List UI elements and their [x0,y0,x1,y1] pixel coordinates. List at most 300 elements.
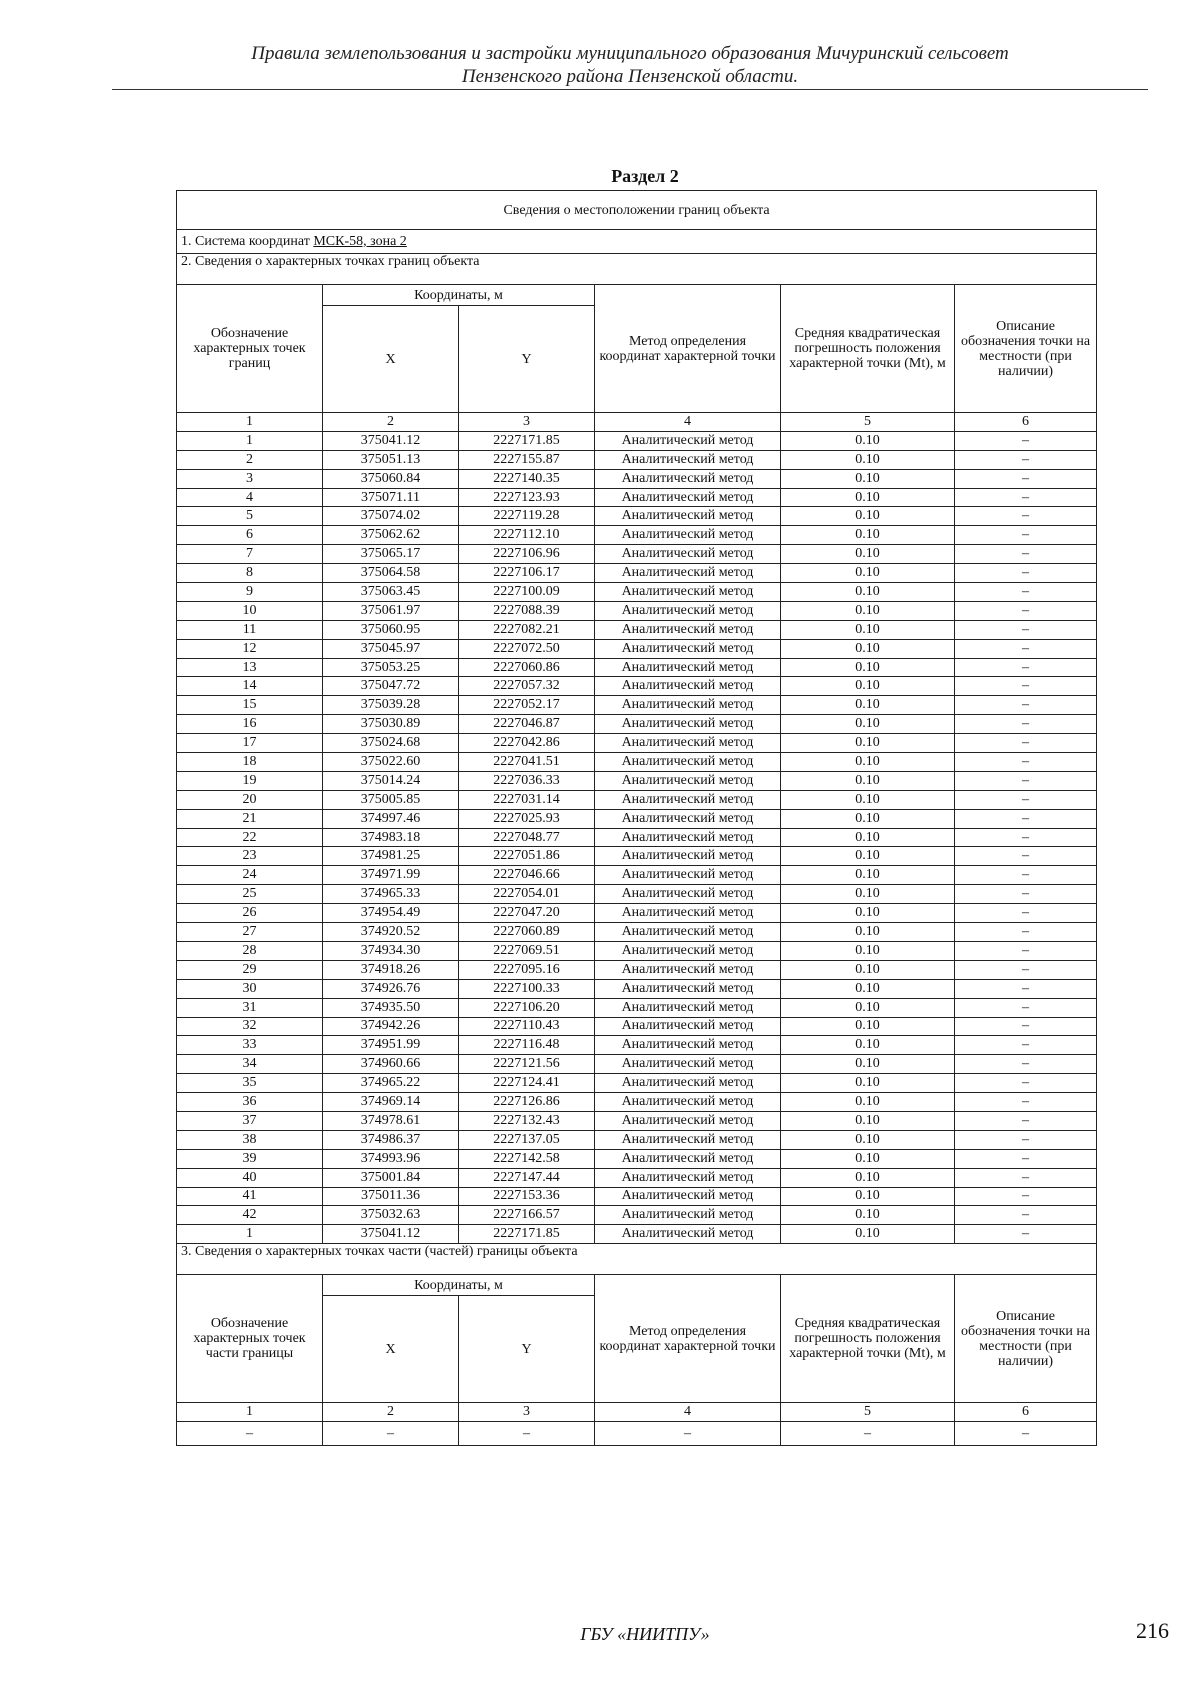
cell-point: 32 [177,1017,323,1036]
boundary-table [176,190,1097,1446]
cell-y: 2227121.56 [459,1055,595,1074]
table-row [177,583,1097,602]
cell-x: 374986.37 [323,1130,459,1149]
cell-error: 0.10 [781,753,955,772]
cell-method: Аналитический метод [595,658,781,677]
cell-point: 18 [177,753,323,772]
table-row [177,809,1097,828]
column-number: 6 [955,1403,1097,1422]
cell-point: 10 [177,601,323,620]
cell-y: 2227047.20 [459,904,595,923]
cell-y: 2227082.21 [459,620,595,639]
cell-method: Аналитический метод [595,1074,781,1093]
cell-x: 374983.18 [323,828,459,847]
cell-point: 42 [177,1206,323,1225]
table-row [177,866,1097,885]
cell-method: Аналитический метод [595,450,781,469]
cell-description: – [955,1206,1097,1225]
coord-system-label: 1. Система координат [181,234,314,249]
cell-error: 0.10 [781,1017,955,1036]
cell-y: 2227100.33 [459,979,595,998]
cell-point: 25 [177,885,323,904]
cell-point: 7 [177,545,323,564]
cell-error: 0.10 [781,734,955,753]
cell-method: Аналитический метод [595,715,781,734]
cell-y: 2227123.93 [459,488,595,507]
cell-description: – [955,1187,1097,1206]
cell-point: 27 [177,923,323,942]
cell-method: Аналитический метод [595,431,781,450]
cell-x: 375051.13 [323,450,459,469]
cell-description: – [955,507,1097,526]
cell-x: 374934.30 [323,941,459,960]
cell-x: 374978.61 [323,1111,459,1130]
cell-x: 374960.66 [323,1055,459,1074]
cell-x: 375030.89 [323,715,459,734]
cell-error: 0.10 [781,639,955,658]
cell-point: 13 [177,658,323,677]
cell-error: 0.10 [781,809,955,828]
cell-error: 0.10 [781,828,955,847]
cell-x: 375062.62 [323,526,459,545]
cell-x: 375041.12 [323,1225,459,1244]
column-number: 1 [177,1403,323,1422]
table-row [177,847,1097,866]
table-row [177,1111,1097,1130]
cell-error: 0.10 [781,696,955,715]
cell-description: – [955,545,1097,564]
cell-description: – [955,1093,1097,1112]
cell-point: 41 [177,1187,323,1206]
cell-x: 375064.58 [323,564,459,583]
cell-y: 2227155.87 [459,450,595,469]
table-row [177,1055,1097,1074]
cell-error: 0.10 [781,431,955,450]
cell-method: Аналитический метод [595,904,781,923]
cell-x: 375063.45 [323,583,459,602]
cell-method: Аналитический метод [595,734,781,753]
table-row [177,526,1097,545]
cell-y: 2227069.51 [459,941,595,960]
col-x-header: X [323,306,459,413]
cell-x: 375011.36 [323,1187,459,1206]
cell-error: 0.10 [781,885,955,904]
part-heading: 3. Сведения о характерных точках части (частей) границы объекта [177,1244,1097,1275]
part-col-designation-header: Обозначение характерных точек части границы [177,1275,323,1403]
cell-point: 36 [177,1093,323,1112]
cell-x: 375060.84 [323,469,459,488]
cell-method: Аналитический метод [595,526,781,545]
cell-error: 0.10 [781,1055,955,1074]
cell-method: Аналитический метод [595,564,781,583]
cell-point: 16 [177,715,323,734]
part-col-x-header: X [323,1296,459,1403]
cell-method: Аналитический метод [595,1187,781,1206]
cell-method: Аналитический метод [595,601,781,620]
part-col-description-header: Описание обозначения точки на местности (при наличии) [955,1275,1097,1403]
cell-point: 11 [177,620,323,639]
cell-description: – [955,941,1097,960]
cell-x: 374935.50 [323,998,459,1017]
cell-error: 0.10 [781,1130,955,1149]
cell-x: 374965.22 [323,1074,459,1093]
cell-description: – [955,771,1097,790]
column-number: 6 [955,413,1097,432]
cell-point: 30 [177,979,323,998]
cell-method: Аналитический метод [595,545,781,564]
cell-description: – [955,998,1097,1017]
cell-method: Аналитический метод [595,923,781,942]
cell-point: 5 [177,507,323,526]
cell-y: 2227153.36 [459,1187,595,1206]
cell-error: 0.10 [781,790,955,809]
table-row [177,1130,1097,1149]
cell-description: – [955,1036,1097,1055]
table-row [177,715,1097,734]
table-row [177,979,1097,998]
cell-error: 0.10 [781,469,955,488]
cell-method: Аналитический метод [595,753,781,772]
cell-error: 0.10 [781,658,955,677]
cell-error: 0.10 [781,450,955,469]
cell-point: 40 [177,1168,323,1187]
cell-description: – [955,696,1097,715]
cell-point: 6 [177,526,323,545]
cell-method: Аналитический метод [595,507,781,526]
cell-description: – [955,866,1097,885]
cell-method: Аналитический метод [595,960,781,979]
cell-error: 0.10 [781,677,955,696]
cell-y: 2227025.93 [459,809,595,828]
cell-description: – [955,1168,1097,1187]
cell-method: Аналитический метод [595,620,781,639]
cell-error: 0.10 [781,564,955,583]
table-row [177,620,1097,639]
cell-x: 375045.97 [323,639,459,658]
header-divider [112,89,1148,90]
table-row [177,507,1097,526]
cell-method: Аналитический метод [595,828,781,847]
cell-point: 15 [177,696,323,715]
part-col-method-header: Метод определения координат характерной точки [595,1275,781,1403]
cell-method: Аналитический метод [595,696,781,715]
cell-y: 2227147.44 [459,1168,595,1187]
cell-error: 0.10 [781,847,955,866]
cell-method: Аналитический метод [595,866,781,885]
column-number: 3 [459,1403,595,1422]
cell-y: 2227140.35 [459,469,595,488]
col-error-header: Средняя квадратическая погрешность положения характерной точки (Mt), м [781,285,955,413]
cell-method: Аналитический метод [595,941,781,960]
table-row [177,941,1097,960]
table-title: Сведения о местоположении границ объекта [177,191,1097,230]
cell-x: 374951.99 [323,1036,459,1055]
cell-x: 375074.02 [323,507,459,526]
cell-point: 24 [177,866,323,885]
coord-system-row [177,230,1097,254]
cell-y: 2227100.09 [459,583,595,602]
cell-description: – [955,923,1097,942]
cell-method: Аналитический метод [595,847,781,866]
cell-y: 2227072.50 [459,639,595,658]
cell-method: Аналитический метод [595,1017,781,1036]
cell-description: – [955,601,1097,620]
column-number: 4 [595,413,781,432]
cell-description: – [955,1130,1097,1149]
table-row [177,998,1097,1017]
table-row [177,1206,1097,1225]
coord-system-value: МСК-58, зона 2 [313,234,407,249]
table-row [177,696,1097,715]
part-col-coords-header: Координаты, м [323,1275,595,1296]
cell-x: 374942.26 [323,1017,459,1036]
cell-method: Аналитический метод [595,1225,781,1244]
column-number: 2 [323,1403,459,1422]
table-row [177,564,1097,583]
part-column-numbers-row [177,1403,1097,1422]
table-row [177,885,1097,904]
cell-description: – [955,620,1097,639]
cell-point: 29 [177,960,323,979]
cell-description: – [955,828,1097,847]
col-y-header: Y [459,306,595,413]
cell-x: 375047.72 [323,677,459,696]
cell-y: 2227036.33 [459,771,595,790]
table-row [177,469,1097,488]
cell-description: – [955,1149,1097,1168]
document-header [112,42,1148,88]
cell-point: 1 [177,1225,323,1244]
cell-y: 2227042.86 [459,734,595,753]
cell-description: – [955,753,1097,772]
cell-description: – [955,526,1097,545]
cell-description: – [955,960,1097,979]
table-row [177,734,1097,753]
cell-description: – [955,1225,1097,1244]
cell-x: 375041.12 [323,431,459,450]
col-method-header: Метод определения координат характерной точки [595,285,781,413]
cell-x: 375060.95 [323,620,459,639]
cell-description: – [955,469,1097,488]
table-row [177,677,1097,696]
column-number: 5 [781,1403,955,1422]
cell-error: 0.10 [781,771,955,790]
part-cell-error: – [781,1422,955,1446]
cell-y: 2227052.17 [459,696,595,715]
cell-description: – [955,734,1097,753]
table-row [177,1149,1097,1168]
cell-method: Аналитический метод [595,469,781,488]
cell-y: 2227046.66 [459,866,595,885]
part-table-row [177,1422,1097,1446]
table-row [177,450,1097,469]
cell-x: 374965.33 [323,885,459,904]
cell-y: 2227171.85 [459,431,595,450]
points-heading: 2. Сведения о характерных точках границ объекта [177,254,1097,285]
cell-x: 374954.49 [323,904,459,923]
cell-description: – [955,904,1097,923]
cell-x: 374993.96 [323,1149,459,1168]
cell-description: – [955,658,1097,677]
cell-error: 0.10 [781,1168,955,1187]
cell-description: – [955,979,1097,998]
cell-y: 2227041.51 [459,753,595,772]
cell-point: 14 [177,677,323,696]
cell-y: 2227054.01 [459,885,595,904]
table-row [177,790,1097,809]
header-line-1: Правила землепользования и застройки муниципального образования Мичуринский сельсовет [251,43,1009,64]
cell-y: 2227110.43 [459,1017,595,1036]
table-row [177,601,1097,620]
cell-y: 2227166.57 [459,1206,595,1225]
column-number: 1 [177,413,323,432]
cell-error: 0.10 [781,1111,955,1130]
column-number: 5 [781,413,955,432]
cell-x: 375039.28 [323,696,459,715]
cell-point: 37 [177,1111,323,1130]
cell-error: 0.10 [781,583,955,602]
cell-error: 0.10 [781,507,955,526]
cell-point: 35 [177,1074,323,1093]
cell-error: 0.10 [781,1036,955,1055]
cell-error: 0.10 [781,1187,955,1206]
cell-description: – [955,1111,1097,1130]
cell-point: 33 [177,1036,323,1055]
cell-y: 2227031.14 [459,790,595,809]
table-row [177,1168,1097,1187]
column-number: 4 [595,1403,781,1422]
cell-error: 0.10 [781,488,955,507]
cell-method: Аналитический метод [595,1111,781,1130]
cell-method: Аналитический метод [595,677,781,696]
cell-point: 12 [177,639,323,658]
cell-y: 2227106.96 [459,545,595,564]
cell-y: 2227048.77 [459,828,595,847]
cell-error: 0.10 [781,1225,955,1244]
cell-y: 2227126.86 [459,1093,595,1112]
cell-error: 0.10 [781,1206,955,1225]
cell-x: 375061.97 [323,601,459,620]
footer-org: ГБУ «НИИТПУ» [580,1624,710,1644]
cell-point: 19 [177,771,323,790]
cell-method: Аналитический метод [595,1168,781,1187]
cell-y: 2227124.41 [459,1074,595,1093]
cell-method: Аналитический метод [595,1206,781,1225]
cell-point: 3 [177,469,323,488]
cell-point: 38 [177,1130,323,1149]
cell-method: Аналитический метод [595,488,781,507]
cell-method: Аналитический метод [595,583,781,602]
cell-y: 2227106.20 [459,998,595,1017]
cell-description: – [955,847,1097,866]
cell-x: 374997.46 [323,809,459,828]
cell-description: – [955,790,1097,809]
table-row [177,1225,1097,1244]
cell-y: 2227132.43 [459,1111,595,1130]
cell-y: 2227137.05 [459,1130,595,1149]
cell-y: 2227051.86 [459,847,595,866]
cell-method: Аналитический метод [595,771,781,790]
cell-x: 375001.84 [323,1168,459,1187]
col-designation-header: Обозначение характерных точек границ [177,285,323,413]
cell-x: 374971.99 [323,866,459,885]
cell-y: 2227119.28 [459,507,595,526]
table-row [177,923,1097,942]
cell-point: 4 [177,488,323,507]
cell-x: 374920.52 [323,923,459,942]
col-coords-header: Координаты, м [323,285,595,306]
cell-x: 375065.17 [323,545,459,564]
cell-error: 0.10 [781,526,955,545]
cell-point: 34 [177,1055,323,1074]
page-number: 216 [1136,1618,1169,1643]
col-description-header: Описание обозначения точки на местности (при наличии) [955,285,1097,413]
cell-method: Аналитический метод [595,1036,781,1055]
table-row [177,488,1097,507]
cell-point: 8 [177,564,323,583]
table-row [177,1017,1097,1036]
part-cell-y: – [459,1422,595,1446]
cell-method: Аналитический метод [595,1149,781,1168]
cell-x: 375022.60 [323,753,459,772]
part-col-y-header: Y [459,1296,595,1403]
cell-x: 374969.14 [323,1093,459,1112]
cell-point: 26 [177,904,323,923]
cell-error: 0.10 [781,620,955,639]
cell-error: 0.10 [781,1093,955,1112]
table-row [177,1093,1097,1112]
table-row [177,960,1097,979]
cell-error: 0.10 [781,715,955,734]
table-row [177,639,1097,658]
cell-x: 374918.26 [323,960,459,979]
cell-error: 0.10 [781,960,955,979]
cell-point: 39 [177,1149,323,1168]
cell-error: 0.10 [781,866,955,885]
cell-error: 0.10 [781,923,955,942]
cell-point: 17 [177,734,323,753]
cell-description: – [955,885,1097,904]
cell-method: Аналитический метод [595,885,781,904]
cell-method: Аналитический метод [595,809,781,828]
cell-error: 0.10 [781,545,955,564]
cell-description: – [955,450,1097,469]
cell-error: 0.10 [781,998,955,1017]
cell-point: 22 [177,828,323,847]
table-row [177,904,1097,923]
cell-point: 31 [177,998,323,1017]
cell-point: 1 [177,431,323,450]
table-row [177,828,1097,847]
cell-description: – [955,1017,1097,1036]
cell-x: 374926.76 [323,979,459,998]
cell-description: – [955,639,1097,658]
cell-error: 0.10 [781,904,955,923]
cell-y: 2227057.32 [459,677,595,696]
cell-description: – [955,1055,1097,1074]
part-cell-x: – [323,1422,459,1446]
cell-error: 0.10 [781,941,955,960]
cell-method: Аналитический метод [595,1055,781,1074]
cell-method: Аналитический метод [595,639,781,658]
cell-x: 375071.11 [323,488,459,507]
table-row [177,1187,1097,1206]
column-numbers-row [177,413,1097,432]
cell-x: 375053.25 [323,658,459,677]
cell-y: 2227116.48 [459,1036,595,1055]
cell-method: Аналитический метод [595,998,781,1017]
cell-description: – [955,583,1097,602]
